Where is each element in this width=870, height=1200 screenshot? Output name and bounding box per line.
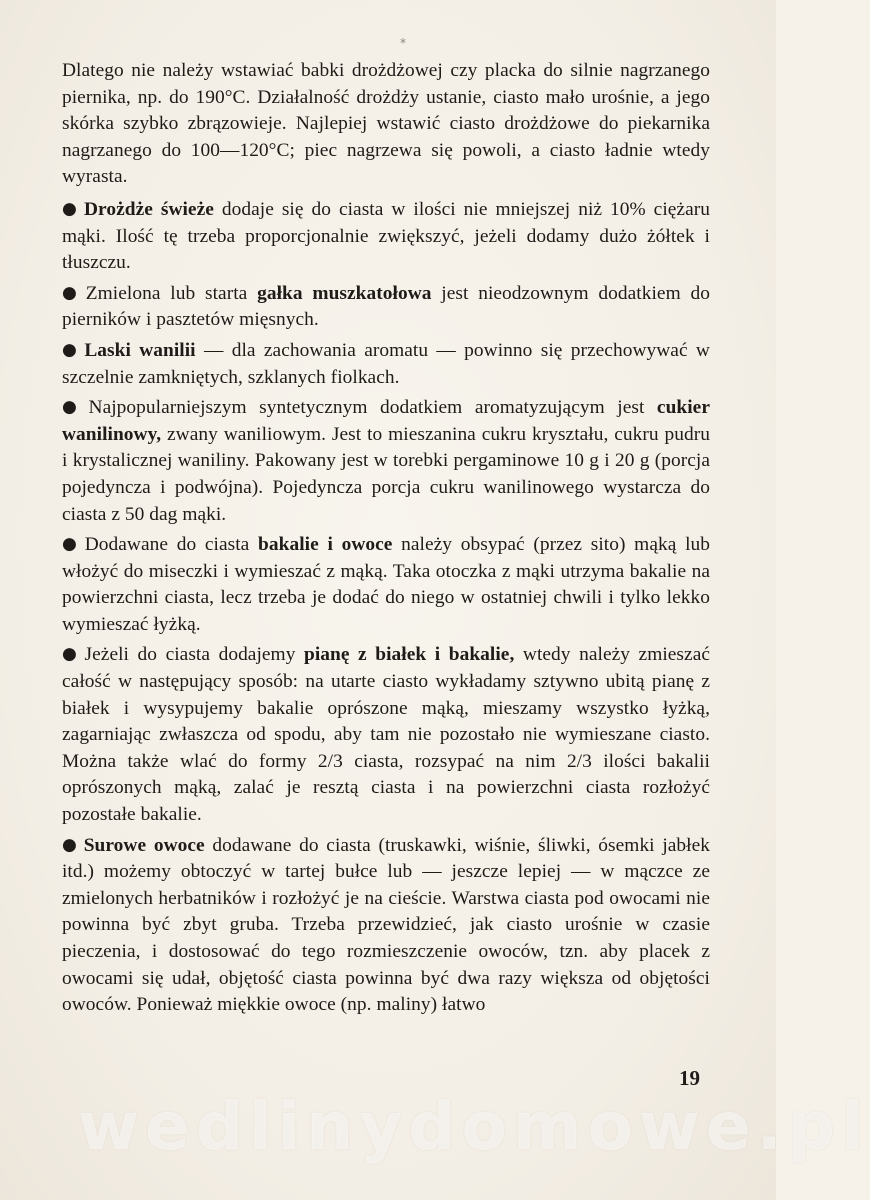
term-bold: pianę z białek i bakalie, xyxy=(304,644,515,666)
paragraph-text: wtedy należy zmieszać całość w następujący sposób: na utarte ciasto wykładamy sztywno ubitą pianę z białek i wysypujemy bakalie oprószone mąką, mieszamy wszystko łyżką, zagarniając zwłaszcza od spodu, aby tam nie pozostało nie wymieszane ciasto. Można także wlać do formy 2/3 ciasta, rozsypać na nim 2/3 ilości bakalii oprószonych mąką, zalać je resztą ciasta i na powierzchni ciasta rozłożyć pozostałe bakalie. xyxy=(62,644,711,826)
paragraph-dried-fruit xyxy=(62,532,710,638)
paragraph-text: zwany waniliowym. Jest to mieszanina cukru kryształu, cukru pudru i krystalicznej waniliny. Pakowany jest w torebki pergaminowe 10 g i 20 g (porcja pojedyncza i podwójna). Pojedyncza porcja cukru wanilinowego wystarcza do ciasta z 50 dag mąki. xyxy=(62,423,710,525)
bullet-icon: ● xyxy=(62,198,80,219)
paragraph-text: dodaje się do ciasta w ilości nie mniejszej niż 10% ciężaru mąki. Ilość tę trzeba proporcjonalnie zwiększyć, jeżeli dodamy dużo żółtek i tłuszczu. xyxy=(62,198,710,274)
term-bold: gałka muszkatołowa xyxy=(257,282,432,304)
term-bold: Drożdże świeże xyxy=(83,198,214,220)
watermark-text: wedlinydomowe.pl xyxy=(78,1088,870,1165)
paragraph-text: jest nieodzownym dodatkiem do pierników i pasztetów mięsnych. xyxy=(62,282,710,331)
paragraph-lead: Jeżeli do ciasta dodajemy xyxy=(84,644,304,666)
paragraph-egg-white-foam xyxy=(62,642,710,828)
paragraph-vanilla-sugar xyxy=(62,395,710,528)
term-bold: Laski wanilii xyxy=(84,339,196,361)
paragraph-text: należy obsypać (przez sito) mąką lub włożyć do miseczki i wymieszać z mąką. Taka otoczka z mąki utrzyma bakalie na powierzchni ciasta, lecz trzeba je dodać do niego w ostatniej chwili i tylko lekko wymieszać łyżką. xyxy=(62,534,711,635)
paragraph-lead: Dodawane do ciasta xyxy=(84,534,259,556)
paragraph-text: Dlatego nie należy wstawiać babki drożdżowej czy placka do silnie nagrzanego piernika, np. do 190°C. Działalność drożdży ustanie, ciasto mało urośnie, a jego skórka szybko zbrązowieje. Najlepiej wstawić ciasto drożdżowe do piekarnika nagrzanego do 100—120°C; piec nagrzewa się powoli, a ciasto ładnie wtedy wyrasta. xyxy=(62,60,710,188)
bullet-icon: ● xyxy=(62,282,82,303)
paragraph-text: — dla zachowania aromatu — powinno się przechowywać w szczelnie zamkniętych, szklanych fiolkach. xyxy=(62,339,710,388)
paragraph-raw-fruit xyxy=(62,833,710,1019)
bullet-icon: ● xyxy=(62,339,81,360)
paragraph-lead: Zmielona lub starta xyxy=(85,282,258,304)
bullet-icon: ● xyxy=(62,644,81,665)
term-bold: bakalie i owoce xyxy=(258,534,393,556)
paragraph-nutmeg xyxy=(62,281,710,334)
paragraph-text: dodawane do ciasta (truskawki, wiśnie, śliwki, ósemki jabłek itd.) możemy obtoczyć w tartej bułce lub — jeszcze lepiej — w mączce ze zmielonych herbatników i rozłożyć je na cieście. Warstwa ciasta pod owocami nie powinna być zbyt gruba. Trzeba przewidzieć, jak ciasto urośnie w czasie pieczenia, i dostosować do tego rozmieszczenie owoców, tzn. aby placek z owocami się udał, objętość ciasta powinna być dwa razy większa od objętości owoców. Ponieważ miękkie owoce (np. maliny) łatwo xyxy=(62,834,711,1016)
bullet-icon: ● xyxy=(62,834,80,855)
bullet-icon: ● xyxy=(62,534,81,555)
paragraph-oven-temperature xyxy=(62,58,710,191)
term-bold: cukier wanilinowy, xyxy=(62,397,710,445)
paragraph-vanilla-pods xyxy=(62,338,710,391)
bullet-icon: ● xyxy=(62,397,85,418)
term-bold: Surowe owoce xyxy=(83,834,205,856)
margin-mark: * xyxy=(400,36,406,50)
paragraph-lead: Najpopularniejszym syntetycznym dodatkiem aromatyzującym jest xyxy=(88,397,657,419)
paragraph-fresh-yeast xyxy=(62,197,710,277)
page-number: 19 xyxy=(679,1066,700,1090)
text-column xyxy=(62,58,710,1023)
